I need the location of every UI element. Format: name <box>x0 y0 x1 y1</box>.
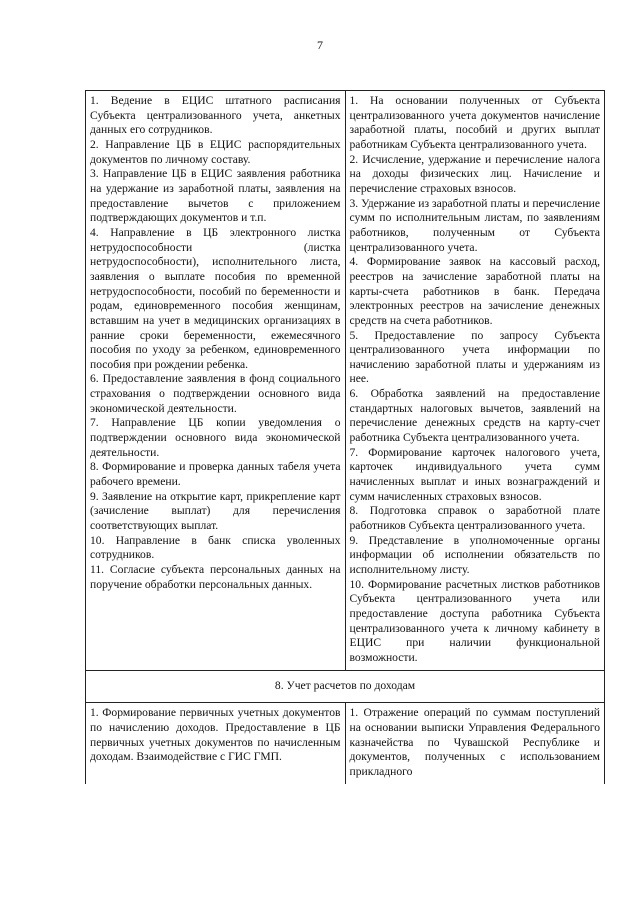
section-title: 8. Учет расчетов по доходам <box>86 670 605 703</box>
list-item: 5. Предоставление по запросу Субъекта централизованного учета информации по начислению заработной платы и удержаниям из нее. <box>349 328 600 386</box>
list-item: 2. Направление ЦБ в ЕЦИС распорядительных документов по личному составу. <box>90 137 341 166</box>
list-item: 7. Формирование карточек налогового учета, карточек индивидуального учета сумм начисленных выплат и иных вознаграждений и сумм начисленных страховых взносов. <box>349 445 600 503</box>
list-item: 1. Формирование первичных учетных документов по начислению доходов. Предоставление в ЦБ первичных учетных документов по начисленным доходам. Взаимодействие с ГИС ГМП. <box>90 706 341 764</box>
subject-duties-cell <box>86 703 346 784</box>
list-item: 6. Предоставление заявления в фонд социального страхования о подтверждении основного вида экономической деятельности. <box>90 372 341 415</box>
list-item: 9. Представление в уполномоченные органы информации об исполнении обязательств по исполнительному листу. <box>349 533 600 576</box>
list-item: 10. Направление в банк списка уволенных сотрудников. <box>90 533 341 562</box>
list-item: 2. Исчисление, удержание и перечисление налога на доходы физических лиц. Начисление и перечисление страховых взносов. <box>349 152 600 195</box>
list-item: 9. Заявление на открытие карт, прикрепление карт (зачисление выплат) для перечисления соответствующих выплат. <box>90 489 341 533</box>
list-item: 3. Удержание из заработной платы и перечисление сумм по исполнительным листам, по заявлениям работников, полученным от Субъекта централизованного учета. <box>349 196 600 254</box>
list-item: 11. Согласие субъекта персональных данных на поручение обработки персональных данных. <box>90 563 341 591</box>
list-item: 8. Подготовка справок о заработной плате работников Субъекта централизованного учета. <box>349 504 600 533</box>
accounting-duties-cell <box>345 91 605 671</box>
list-item: 1. Отражение операций по суммам поступлений на основании выписки Управления Федерального казначейства по Чувашской Республике и документов, полученных с использованием прикладного <box>349 706 600 778</box>
subject-duties-cell <box>86 91 346 671</box>
responsibilities-table <box>85 90 605 784</box>
list-item: 6. Обработка заявлений на предоставление стандартных налоговых вычетов, заявлений на перечисление денежных средств на карту-счет работника Субъекта централизованного учета. <box>349 387 600 445</box>
list-item: 4. Формирование заявок на кассовый расход, реестров на зачисление заработной платы на карты-счета работников в банк. Передача электронных реестров на зачисление денежных средств на счета работников. <box>349 255 600 327</box>
list-item: 8. Формирование и проверка данных табеля учета рабочего времени. <box>90 460 341 489</box>
list-item: 1. Ведение в ЕЦИС штатного расписания Субъекта централизованного учета, анкетных данных его сотрудников. <box>90 94 341 137</box>
table-row <box>86 703 605 784</box>
list-item: 10. Формирование расчетных листков работников Субъекта централизованного учета или предоставление доступа работника Субъекта централизованного учета к личному кабинету в ЕЦИС при наличии функциональной возможности. <box>349 577 600 664</box>
page-number: 7 <box>317 38 323 52</box>
section-header-row <box>86 670 605 703</box>
accounting-duties-cell <box>345 703 605 784</box>
table-row <box>86 91 605 671</box>
list-item: 7. Направление ЦБ копии уведомления о подтверждении основного вида экономической деятельности. <box>90 416 341 459</box>
list-item: 4. Направление в ЦБ электронного листка нетрудоспособности (листка нетрудоспособности), исполнительного листа, заявления о выплате пособия по временной нетрудоспособности, пособий по беременности и родам, единовременного пособия женщинам, вставшим на учет в медицинских организациях в ранние сроки беременности, ежемесячного пособия по уходу за ребенком, единовременного пособия при рождении ребенка. <box>90 225 341 371</box>
list-item: 1. На основании полученных от Субъекта централизованного учета документов начисление заработной платы, пособий и других выплат работникам Субъекта централизованного учета. <box>349 94 600 151</box>
list-item: 3. Направление ЦБ в ЕЦИС заявления работника на удержание из заработной платы, заявления на предоставление вычетов с приложением подтверждающих документов и т.п. <box>90 167 341 225</box>
